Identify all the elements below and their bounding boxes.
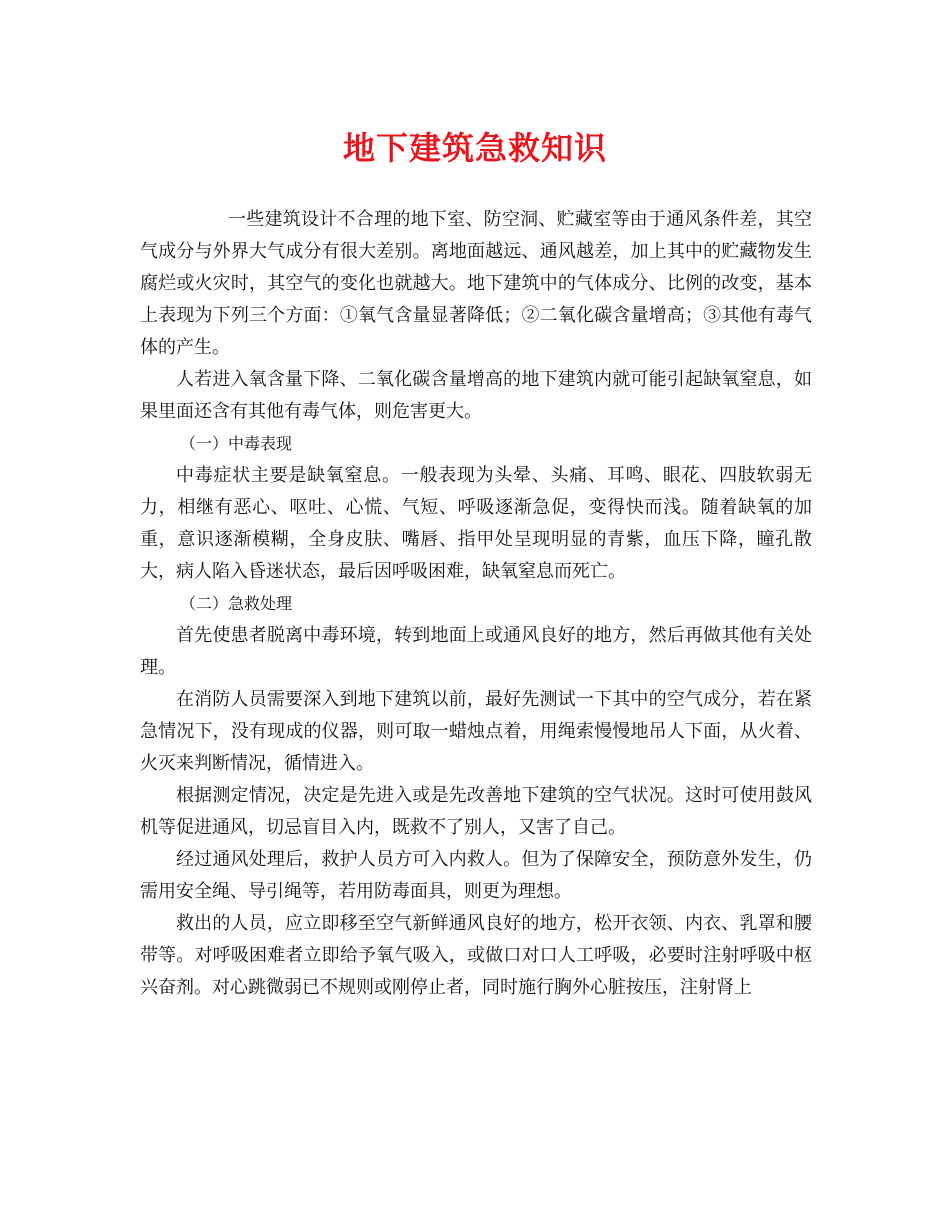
paragraph-ventilation: 根据测定情况，决定是先进入或是先改善地下建筑的空气状况。这时可使用鼓风机等促进通风，切忌盲目入内，既救不了别人，又害了自己。 (140, 785, 812, 838)
document-body (140, 204, 812, 1004)
document-title: 地下建筑急救知识 (342, 129, 607, 167)
section-heading-first-aid: （二）急救处理 (180, 594, 293, 613)
paragraph-testing: 在消防人员需要深入到地下建筑以前，最好先测试一下其中的空气成分，若在紧急情况下，没有现成的仪器，则可取一蜡烛点着，用绳索慢慢地吊人下面，从火着、火灭来判断情况，循情进入。 (140, 689, 812, 774)
section-heading-symptoms: （一）中毒表现 (180, 434, 293, 453)
paragraph-danger: 人若进入氧含量下降、二氧化碳含量增高的地下建筑内就可能引起缺氧窒息，如果里面还含有其他有毒气体，则危害更大。 (140, 369, 812, 422)
paragraph-symptoms: 中毒症状主要是缺氧窒息。一般表现为头晕、头痛、耳鸣、眼花、四肢软弱无力，相继有恶心、呕吐、心慌、气短、呼吸逐渐急促，变得快而浅。随着缺氧的加重，意识逐渐模糊，全身皮肤、嘴唇、指甲处呈现明显的青紫，血压下降，瞳孔散大，病人陷入昏迷状态，最后因呼吸困难，缺氧窒息而死亡。 (140, 465, 812, 582)
paragraph-rescue: 经过通风处理后，救护人员方可入内救人。但为了保障安全，预防意外发生，仍需用安全绳、导引绳等，若用防毒面具，则更为理想。 (140, 849, 812, 902)
paragraph-first-step: 首先使患者脱离中毒环境，转到地面上或通风良好的地方，然后再做其他有关处理。 (140, 625, 812, 678)
paragraph-intro: 一些建筑设计不合理的地下室、防空洞、贮藏室等由于通风条件差，其空气成分与外界大气成分有很大差别。离地面越远、通风越差，加上其中的贮藏物发生腐烂或火灾时，其空气的变化也就越大。地下建筑中的气体成分、比例的改变，基本上表现为下列三个方面：①氧气含量显著降低；②二氧化碳含量增高；③其他有毒气体的产生。 (140, 209, 812, 358)
paragraph-treatment: 救出的人员，应立即移至空气新鲜通风良好的地方，松开衣领、内衣、乳罩和腰带等。对呼吸困难者立即给予氧气吸入，或做口对口人工呼吸，必要时注射呼吸中枢兴奋剂。对心跳微弱已不规则或刚停止者，同时施行胸外心脏按压，注射肾上 (140, 913, 812, 998)
